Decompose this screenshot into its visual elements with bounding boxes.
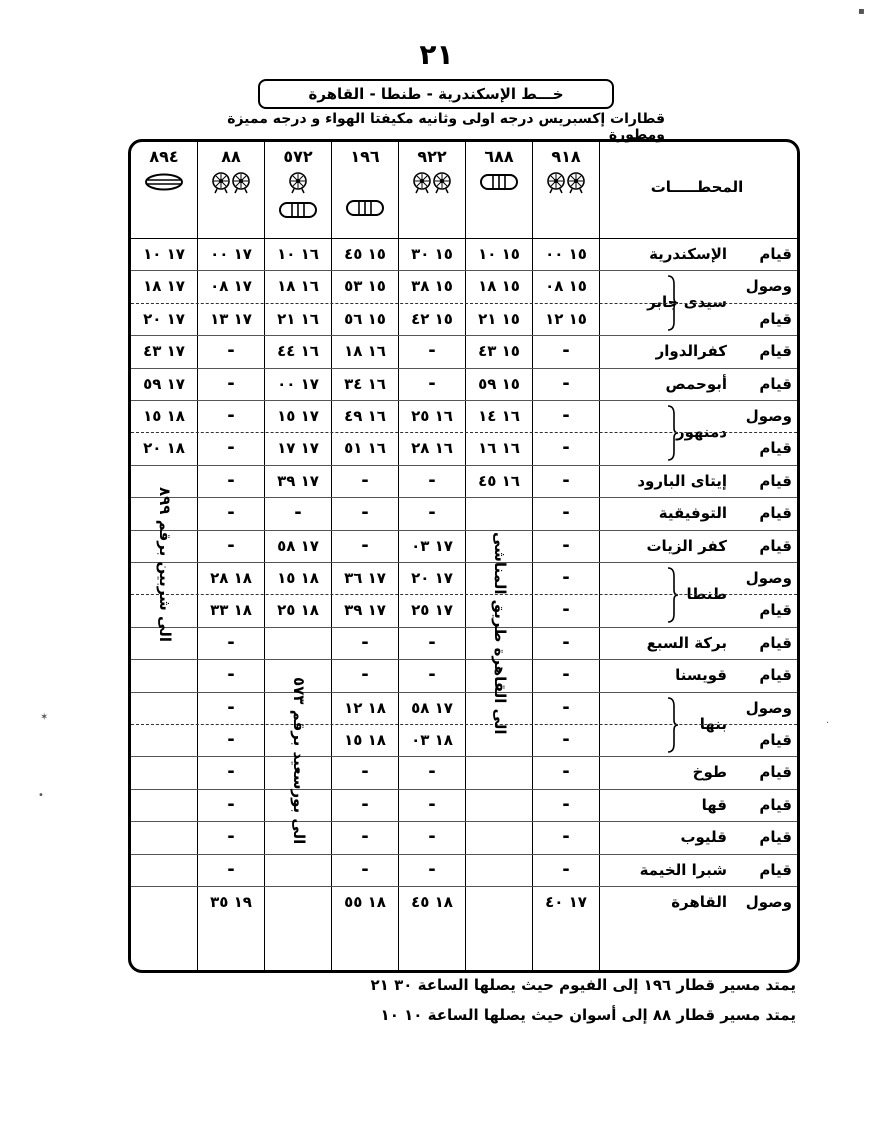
station-name: قويسنا	[675, 666, 727, 685]
time-cell: ١٧ ٢٥	[411, 601, 453, 620]
stop-type: قيام	[759, 763, 792, 782]
scan-speck: ·	[826, 718, 830, 729]
time-cell: -	[428, 372, 436, 394]
time-cell: -	[227, 761, 235, 783]
time-cell: -	[361, 631, 369, 653]
time-cell: ١٧ ٢٠	[143, 309, 185, 328]
line-title: خـــط الإسكندرية - طنطا - القاهرة	[258, 79, 614, 109]
time-cell: -	[562, 340, 570, 362]
fan-icon	[546, 172, 566, 194]
icon-row	[132, 172, 196, 194]
time-cell: -	[361, 761, 369, 783]
time-cell: ١٥ ٣٨	[411, 277, 453, 296]
train-number: ٩١٨	[551, 147, 581, 166]
time-cell: ١٦ ٤٩	[344, 407, 386, 425]
stop-type: وصول	[745, 407, 792, 425]
stop-type: قيام	[759, 374, 792, 393]
time-cell: -	[562, 405, 570, 426]
column-divider	[532, 142, 533, 970]
time-cell: -	[562, 469, 570, 491]
time-cell: ١٧ ١٥	[277, 407, 319, 425]
time-cell: -	[562, 534, 570, 556]
time-cell: -	[294, 502, 302, 524]
timetable	[128, 139, 800, 973]
time-cell: ١٧ ٥٨	[411, 698, 453, 717]
time-cell: -	[428, 826, 436, 848]
stop-type: قيام	[759, 245, 792, 263]
time-cell: ١٦ ٣٤	[344, 374, 386, 393]
train-header	[534, 142, 598, 194]
icon-row	[199, 172, 263, 194]
station-name: طوخ	[692, 763, 727, 782]
stop-type: قيام	[759, 828, 792, 847]
time-cell: -	[361, 793, 369, 815]
time-cell: -	[227, 729, 235, 750]
time-cell: -	[562, 631, 570, 653]
stations-header: المحطـــــات	[650, 178, 744, 196]
time-cell: ١٧ ٢٠	[411, 569, 453, 587]
train-number: ٨٨	[221, 147, 241, 166]
time-cell: -	[361, 664, 369, 686]
time-cell: -	[562, 664, 570, 686]
icon-row	[534, 172, 598, 194]
time-cell: -	[562, 793, 570, 815]
time-cell: -	[562, 696, 570, 718]
stop-type: وصول	[745, 698, 792, 717]
time-cell: ١٦ ١٦	[478, 439, 520, 458]
time-cell: ١٧ ٠٨	[210, 277, 252, 296]
time-cell: ١٧ ٥٨	[277, 536, 319, 555]
rail-car-icon	[278, 200, 318, 220]
time-cell: ١٦ ٢١	[277, 309, 319, 328]
column-divider	[197, 142, 198, 970]
station-name: أبوحمص	[665, 374, 727, 393]
stop-type: قيام	[759, 860, 792, 879]
time-cell: ١٨ ٢٥	[277, 601, 319, 620]
stop-type: قيام	[759, 666, 792, 685]
time-cell: -	[227, 502, 235, 524]
fan-icon	[211, 172, 231, 194]
vertical-note: الى بورسعيد برقم ٥٧٣	[290, 677, 308, 845]
time-cell: -	[227, 631, 235, 653]
time-cell: ١٧ ١٠	[143, 245, 185, 263]
time-cell: ١٨ ٣٣	[210, 601, 252, 620]
time-cell: -	[361, 534, 369, 556]
station-name: بركة السبع	[646, 633, 727, 652]
time-cell: ١٧ ٤٣	[143, 342, 185, 361]
time-cell: -	[227, 372, 235, 394]
time-cell: -	[227, 696, 235, 718]
time-cell: -	[562, 372, 570, 394]
time-cell: ١٨ ١٥	[277, 569, 319, 587]
train-header	[132, 142, 196, 194]
station-name: شبرا الخيمة	[639, 860, 727, 879]
time-cell: -	[227, 534, 235, 556]
time-cell: ١٦ ٤٤	[277, 342, 319, 361]
station-name: سيدى جابر	[647, 293, 727, 312]
icon-row	[333, 198, 397, 220]
time-cell: ١٧ ٠٠	[210, 245, 252, 263]
time-cell: ١٦ ١٨	[344, 342, 386, 361]
stop-type: وصول	[745, 569, 792, 587]
scan-speck: ▪	[858, 6, 865, 17]
time-cell: -	[562, 567, 570, 588]
time-cell: -	[562, 761, 570, 783]
time-cell: ١٧ ٣٩	[277, 471, 319, 490]
station-name: التوفيقية	[658, 504, 727, 523]
time-cell: ١٧ ٤٠	[545, 893, 587, 911]
time-cell: ١٧ ٣٦	[344, 569, 386, 587]
column-divider	[264, 142, 265, 970]
time-cell: ١٦ ١٨	[277, 277, 319, 296]
train-header	[400, 142, 464, 194]
time-cell: ١٥ ٥٣	[344, 277, 386, 296]
time-cell: ١٨ ٤٥	[411, 893, 453, 911]
stop-type: قيام	[759, 439, 792, 458]
time-cell: -	[361, 858, 369, 880]
stop-type: قيام	[759, 601, 792, 620]
time-cell: -	[227, 469, 235, 491]
time-cell: ١٥ ٤٢	[411, 309, 453, 328]
time-cell: ١٨ ١٥	[344, 731, 386, 749]
stop-type: وصول	[745, 277, 792, 296]
train-number: ٥٧٢	[283, 147, 313, 166]
stop-type: قيام	[759, 536, 792, 555]
rail-car-icon	[345, 198, 385, 218]
time-cell: ١٥ ٠٠	[545, 245, 587, 263]
time-cell: -	[562, 826, 570, 848]
time-cell: ١٥ ٢١	[478, 309, 520, 328]
stop-type: قيام	[759, 731, 792, 749]
time-cell: ١٥ ٤٣	[478, 342, 520, 361]
subtitle: قطارات إكسبريس درجه اولى وثانيه مكيفتا الهواء و درجه مميزة ومطورة	[227, 111, 665, 143]
train-number: ٦٨٨	[484, 147, 514, 166]
time-cell: -	[428, 793, 436, 815]
train-header	[266, 142, 330, 222]
icon-row	[467, 172, 531, 194]
time-cell: ١٧ ٣٩	[344, 601, 386, 620]
stop-type: وصول	[745, 893, 792, 911]
station-name: قها	[701, 795, 727, 814]
time-cell: ١٦ ٥١	[344, 439, 386, 458]
time-cell: -	[361, 469, 369, 491]
fan-icon	[566, 172, 586, 194]
icon-row	[266, 200, 330, 222]
time-cell: ١٦ ٢٨	[411, 439, 453, 458]
footnote-train-196: يمتد مسير قطار ١٩٦ إلى الفيوم حيث يصلها الساعة ٣٠ ٢١	[370, 976, 796, 994]
time-cell: ١٧ ٠٠	[277, 374, 319, 393]
train-number: ١٩٦	[350, 147, 380, 166]
icon-row	[400, 172, 464, 194]
station-name: دمنهور	[675, 423, 727, 441]
time-cell: ١٥ ٣٠	[411, 245, 453, 263]
time-cell: ١٨ ٢٠	[143, 439, 185, 458]
time-cell: -	[562, 599, 570, 621]
station-name: قليوب	[680, 828, 727, 847]
station-name: القاهرة	[671, 893, 727, 911]
time-cell: ١٦ ١٤	[478, 407, 520, 425]
time-cell: -	[428, 664, 436, 686]
rail-car-icon	[479, 172, 519, 192]
time-cell: ١٥ ٤٥	[344, 245, 386, 263]
column-divider	[398, 142, 399, 970]
stop-type: قيام	[759, 471, 792, 490]
station-name: كفرالدوار	[655, 342, 727, 361]
time-cell: -	[428, 631, 436, 653]
page-number: ٢١	[419, 38, 454, 71]
oval-striped-icon	[144, 172, 184, 192]
time-cell: ١٥ ٠٨	[545, 277, 587, 296]
time-cell: ١٨ ٢٨	[210, 569, 252, 587]
time-cell: -	[361, 502, 369, 524]
time-cell: ١٧ ١٣	[210, 309, 252, 328]
time-cell: ١٨ ٥٥	[344, 893, 386, 911]
footnote-train-88: يمتد مسير قطار ٨٨ إلى أسوان حيث يصلها الساعة ١٠ ١٠	[380, 1006, 796, 1024]
stop-type: قيام	[759, 504, 792, 523]
time-cell: ١٨ ١٢	[344, 698, 386, 717]
stop-type: قيام	[759, 633, 792, 652]
time-cell: -	[562, 729, 570, 750]
time-cell: ١٦ ٤٥	[478, 471, 520, 490]
station-name: كفر الزيات	[646, 536, 727, 555]
column-divider	[465, 142, 466, 970]
time-cell: -	[361, 826, 369, 848]
fan-icon	[412, 172, 432, 194]
stop-type: قيام	[759, 795, 792, 814]
time-cell: ١٥ ١٢	[545, 309, 587, 328]
column-divider	[331, 142, 332, 970]
fan-icon	[432, 172, 452, 194]
time-cell: -	[428, 502, 436, 524]
time-cell: ١٩ ٣٥	[210, 893, 252, 911]
time-cell: -	[562, 502, 570, 524]
scan-speck: •	[38, 790, 44, 801]
time-cell: ١٧ ٠٣	[411, 536, 453, 555]
time-cell: ١٥ ٥٦	[344, 309, 386, 328]
fan-icon	[231, 172, 251, 194]
time-cell: ١٥ ٥٩	[478, 374, 520, 393]
time-cell: ١٨ ٠٣	[411, 731, 453, 749]
time-cell: -	[227, 437, 235, 459]
time-cell: ١٥ ١٠	[478, 245, 520, 263]
train-header	[199, 142, 263, 194]
train-header	[333, 142, 397, 220]
time-cell: -	[562, 858, 570, 880]
time-cell: -	[227, 858, 235, 880]
station-name: الإسكندرية	[649, 245, 727, 263]
time-cell: -	[227, 664, 235, 686]
time-cell: ١٧ ١٨	[143, 277, 185, 296]
scan-speck: ✶	[40, 712, 49, 723]
time-cell: ١٨ ١٥	[143, 407, 185, 425]
station-name: إيتاى البارود	[637, 471, 727, 490]
stop-type: قيام	[759, 342, 792, 361]
station-name: بنها	[699, 714, 727, 733]
time-cell: -	[227, 340, 235, 362]
icon-row	[266, 172, 330, 194]
train-number: ٨٩٤	[149, 147, 179, 166]
time-cell: ١٦ ٢٥	[411, 407, 453, 425]
time-cell: -	[227, 826, 235, 848]
fan-icon	[288, 172, 308, 194]
time-cell: -	[227, 793, 235, 815]
time-cell: -	[428, 858, 436, 880]
time-cell: -	[562, 437, 570, 459]
stop-type: قيام	[759, 309, 792, 328]
vertical-note: الى شربين برقم ٨٩٩	[156, 487, 174, 642]
time-cell: -	[428, 340, 436, 362]
train-number: ٩٢٢	[417, 147, 447, 166]
time-cell: ١٧ ٥٩	[143, 374, 185, 393]
vertical-note: الى القاهرة طريق المناشى	[491, 532, 509, 735]
station-name: طنطا	[686, 585, 727, 603]
time-cell: ١٦ ١٠	[277, 245, 319, 263]
time-cell: ١٥ ١٨	[478, 277, 520, 296]
time-cell: -	[428, 761, 436, 783]
time-cell: ١٧ ١٧	[277, 439, 319, 458]
time-cell: -	[428, 469, 436, 491]
time-cell: -	[227, 405, 235, 426]
train-header	[467, 142, 531, 194]
